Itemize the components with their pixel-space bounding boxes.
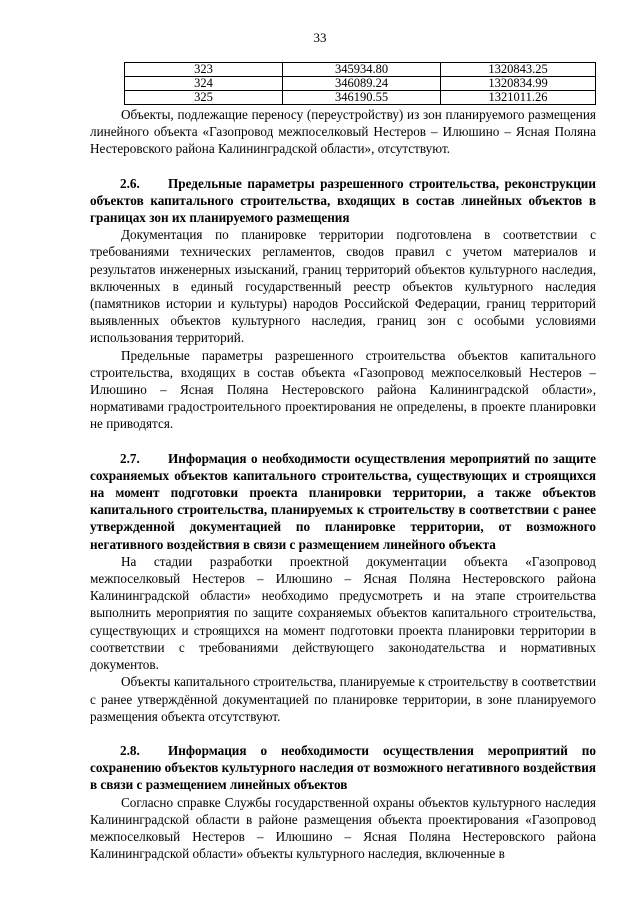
y-coordinate-cell: 1320843.25 — [441, 63, 596, 77]
x-coordinate-cell: 345934.80 — [283, 63, 441, 77]
section-heading — [90, 450, 596, 553]
document-body — [90, 106, 596, 862]
x-coordinate-cell: 346190.55 — [283, 91, 441, 105]
paragraph: Документация по планировке территории подготовлена в соответствии с требованиями технических регламентов, сводов правил с учетом материалов и результатов инженерных изысканий, границ территорий объектов культурного наследия, включенных в единый государственный реестр объектов культурного наследия (памятников истории и культуры) народов Российской Федерации, границ территорий выявленных объектов культурного наследия, границ зон с особыми условиями использования территорий. — [90, 227, 596, 346]
section-title: Информация о необходимости осуществления мероприятий по сохранению объектов культурного наследия от возможного негативного воздействия в связи с размещением линейных объектов — [90, 742, 596, 793]
page-number: 33 — [313, 30, 327, 45]
point-number-cell: 325 — [125, 91, 283, 105]
section-2-7 — [90, 450, 596, 725]
section-heading — [90, 175, 596, 227]
paragraph: На стадии разработки проектной документации объекта «Газопровод межпоселковый Нестеров – Илюшино – Ясная Поляна Нестеровского района Калининградской области» необходимо предусмотреть и на этапе строительства выполнить мероприятия по защите сохраняемых объектов капитального строительства, существующих и строящихся на момент подготовки проекта планировки территории в соответствии с требованиями действующего законодательства и нормативных документов. — [90, 553, 596, 673]
section-number: 2.8. — [120, 742, 140, 758]
transfer-block — [90, 106, 596, 158]
paragraph: Согласно справке Службы государственной охраны объектов культурного наследия Калининградской области в районе размещения объекта проектирования «Газопровод межпоселковый Нестеров – Илюшино – Ясная Поляна Нестеровского района Калининградской области» объекты культурного наследия, включенные в — [90, 794, 596, 862]
table-row — [125, 63, 596, 77]
y-coordinate-cell: 1321011.26 — [441, 91, 596, 105]
section-number: 2.6. — [120, 175, 140, 191]
x-coordinate-cell: 346089.24 — [283, 77, 441, 91]
section-number: 2.7. — [120, 450, 140, 466]
paragraph: Предельные параметры разрешенного строительства объектов капитального строительства, входящих в состав объекта «Газопровод межпоселковый Нестеров – Илюшино – Ясная Поляна Нестеровского района Калининградской области», нормативами градостроительного проектирования не определены, в проекте планировки не приводятся. — [90, 347, 596, 432]
point-number-cell: 323 — [125, 63, 283, 77]
section-heading — [90, 742, 596, 794]
y-coordinate-cell: 1320834.99 — [441, 77, 596, 91]
paragraph: Объекты капитального строительства, планируемые к строительству в соответствии с ранее утверждённой документацией по планировке территории, в зоне планируемого размещения объекта отсутствуют. — [90, 674, 596, 724]
section-title: Предельные параметры разрешенного строительства, реконструкции объектов капитального строительства, входящих в состав линейных объектов в границах зон их планируемого размещения — [90, 175, 596, 226]
paragraph-transfer: Объекты, подлежащие переносу (переустройству) из зон планируемого размещения линейного объекта «Газопровод межпоселковый Нестеров – Илюшино – Ясная Поляна Нестеровского района Калининградской области», отсутствуют. — [90, 107, 596, 157]
section-2-8 — [90, 742, 596, 862]
section-2-6 — [90, 175, 596, 433]
table-row — [125, 77, 596, 91]
table-row — [125, 91, 596, 105]
coordinates-table — [124, 62, 596, 105]
section-title: Информация о необходимости осуществления мероприятий по защите сохраняемых объектов капитального строительства, существующих и строящихся на момент подготовки проекта планировки территории, а также объектов капитального строительства, планируемых к строительству в соответствии с ранее утвержденной документацией по планировке территории, от возможного негативного воздействия в связи с размещением линейного объекта — [90, 450, 596, 552]
point-number-cell: 324 — [125, 77, 283, 91]
